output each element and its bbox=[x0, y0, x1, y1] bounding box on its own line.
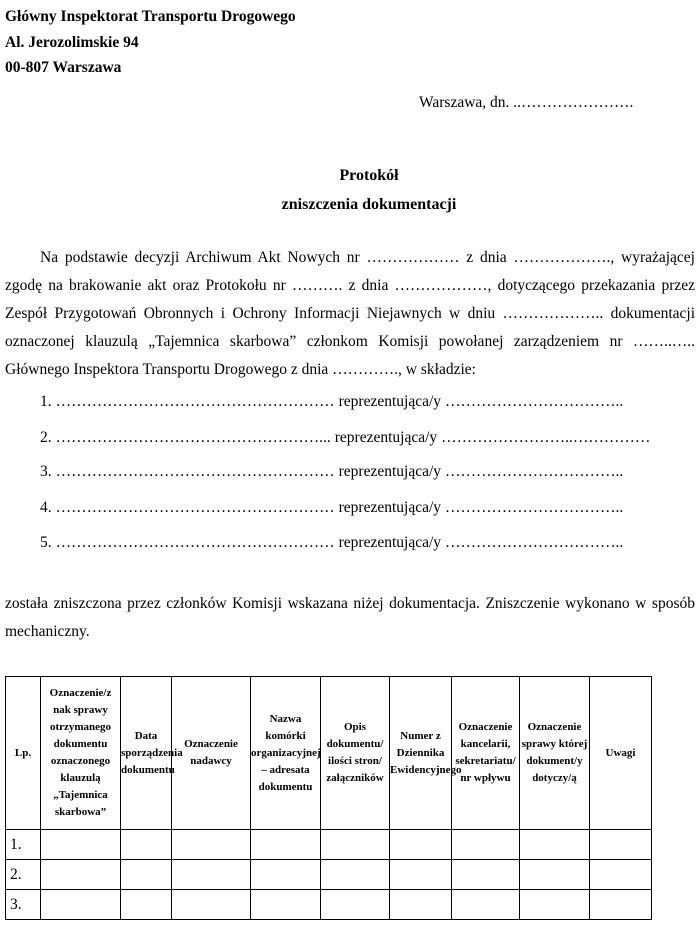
header-document-description: Opis dokumentu/ ilości stron/ załączników bbox=[321, 677, 390, 830]
header-sender: Oznaczenie nadawcy bbox=[172, 677, 251, 830]
member-unit-field: …………………………….. bbox=[445, 499, 624, 516]
table-cell bbox=[520, 890, 590, 920]
document-title: Protokół bbox=[339, 167, 399, 184]
table-cell bbox=[590, 830, 652, 860]
institution-city: 00-807 Warszawa bbox=[5, 59, 122, 76]
header-recipient-unit: Nazwa komórki organizacyjnej – adresata dokumentu bbox=[251, 677, 321, 830]
table-cell bbox=[172, 860, 251, 890]
member-line bbox=[40, 393, 623, 411]
table-cell bbox=[390, 860, 452, 890]
row-number: 2. bbox=[6, 860, 41, 890]
table-cell bbox=[41, 830, 121, 860]
header-case-mark: Oznaczenie/z nak sprawy otrzymanego dokumentu oznaczonego klauzulą „Tajemnica skarbowa” bbox=[41, 677, 121, 830]
member-line bbox=[40, 499, 623, 517]
table-row bbox=[6, 860, 652, 890]
header-register-number: Numer z Dziennika Ewidencyjnego bbox=[390, 677, 452, 830]
table-cell bbox=[251, 860, 321, 890]
institution-street: Al. Jerozolimskie 94 bbox=[5, 34, 139, 51]
header-lp: Lp. bbox=[6, 677, 41, 830]
intro-paragraph: Na podstawie decyzji Archiwum Akt Nowych nr ……………… z dnia ………………., wyrażającej zgodę na brakowanie akt oraz Protokołu nr ………. z dnia ………………, dotyczącego przekazania przez Zespół Przygotowań Obronnych i Ochrony Informacji Niejawnych w dniu ……………….. dokumentacji oznaczonej klauzulą „Tajemnica skarbowa” członkom Komisji powołanej zarządzeniem nr ……..….. Głównego Inspektora Transportu Drogowego z dnia …………., w składzie: bbox=[5, 249, 695, 378]
member-line bbox=[40, 534, 623, 552]
member-number: 5. bbox=[40, 534, 52, 551]
table-cell bbox=[172, 890, 251, 920]
table-cell bbox=[452, 830, 520, 860]
documents-table bbox=[5, 676, 652, 920]
table-cell bbox=[172, 830, 251, 860]
table-cell bbox=[520, 830, 590, 860]
table-cell bbox=[390, 890, 452, 920]
table-cell bbox=[41, 860, 121, 890]
table-cell bbox=[251, 890, 321, 920]
date-line: Warszawa, dn. ..…………………. bbox=[419, 94, 634, 111]
table-cell bbox=[390, 830, 452, 860]
closing-paragraph: została zniszczona przez członków Komisji wskazana niżej dokumentacja. Zniszczenie wykonano w sposób mechaniczny. bbox=[5, 595, 695, 640]
member-name-field: ……………………………………………… bbox=[55, 463, 335, 480]
institution-name: Główny Inspektorat Transportu Drogowego bbox=[5, 8, 296, 25]
member-number: 2. bbox=[40, 429, 52, 446]
table-cell bbox=[590, 890, 652, 920]
member-role: reprezentująca/y bbox=[338, 463, 442, 480]
member-role: reprezentująca/y bbox=[338, 534, 442, 551]
table-cell bbox=[121, 890, 172, 920]
member-name-field: ……………………………………………… bbox=[55, 534, 335, 551]
table-cell bbox=[321, 860, 390, 890]
member-unit-field: …………………………….. bbox=[445, 393, 624, 410]
member-number: 3. bbox=[40, 463, 52, 480]
member-role: reprezentująca/y bbox=[338, 499, 442, 516]
document-subtitle: zniszczenia dokumentacji bbox=[281, 196, 457, 213]
table-row bbox=[6, 830, 652, 860]
row-number: 3. bbox=[6, 890, 41, 920]
header-document-date: Data sporządzenia dokumentu bbox=[121, 677, 172, 830]
table-cell bbox=[121, 830, 172, 860]
row-number: 1. bbox=[6, 830, 41, 860]
header-remarks: Uwagi bbox=[590, 677, 652, 830]
member-line bbox=[40, 463, 623, 481]
table-cell bbox=[41, 890, 121, 920]
member-name-field: ……………………………………………... bbox=[55, 429, 331, 446]
member-number: 4. bbox=[40, 499, 52, 516]
table-row bbox=[6, 890, 652, 920]
table-cell bbox=[321, 830, 390, 860]
table-cell bbox=[590, 860, 652, 890]
member-unit-field: …………………………….. bbox=[445, 534, 624, 551]
member-role: reprezentująca/y bbox=[338, 393, 442, 410]
table-cell bbox=[251, 830, 321, 860]
member-number: 1. bbox=[40, 393, 52, 410]
header-office-mark: Oznaczenie kancelarii, sekretariatu/ nr wpływu bbox=[452, 677, 520, 830]
member-line bbox=[40, 429, 650, 447]
member-name-field: ……………………………………………… bbox=[55, 393, 335, 410]
member-name-field: ……………………………………………… bbox=[55, 499, 335, 516]
table-cell bbox=[452, 890, 520, 920]
table-cell bbox=[520, 860, 590, 890]
table-header-row bbox=[6, 677, 652, 830]
table-cell bbox=[321, 890, 390, 920]
member-unit-field: ……………………..…………… bbox=[441, 429, 651, 446]
member-unit-field: …………………………….. bbox=[445, 463, 624, 480]
table-cell bbox=[452, 860, 520, 890]
table-cell bbox=[121, 860, 172, 890]
member-role: reprezentująca/y bbox=[334, 429, 438, 446]
header-related-case: Oznaczenie sprawy której dokument/y dotyczy/ą bbox=[520, 677, 590, 830]
